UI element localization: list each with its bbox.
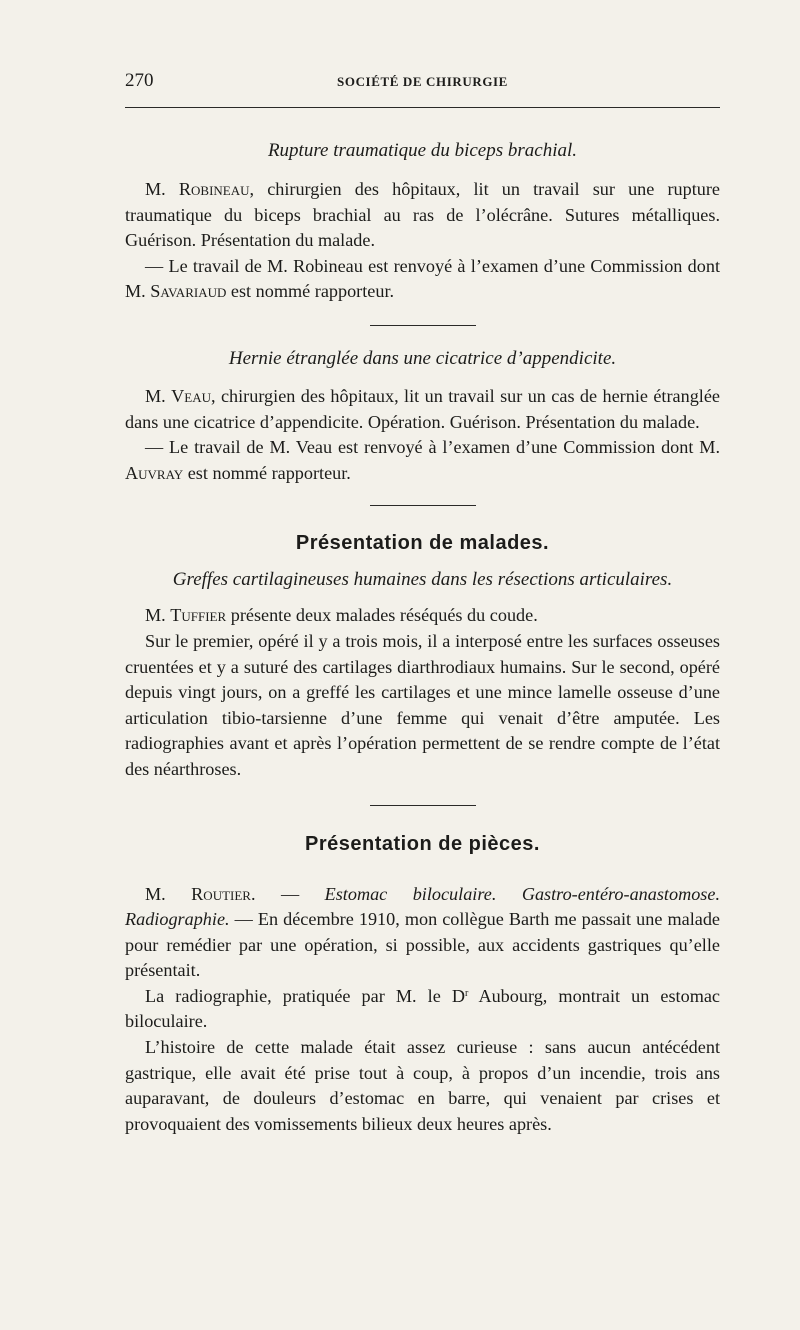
author-name: Tuffier [170, 605, 227, 626]
section-title-hernie: Hernie étranglée dans une cicatrice d’appendicite. [228, 347, 617, 369]
document-page [125, 70, 720, 1137]
paragraph-routier: M. Routier. — Estomac biloculaire. Gastro-entéro-anastomose. Radiographie. — En décembre 1910, mon collègue Barth me passait une malade pour remédier par une opération, si possible, aux accidents gastriques qu’elle présentait. [125, 883, 721, 981]
paragraph-histoire: L’histoire de cette malade était assez curieuse : sans aucun antécédent gastrique, elle avait été prise tout à coup, à propos d’un incendie, trois ans auparavant, de douleurs d’estomac en barre, qui venaient par crises et provoquaient des vomissements bilieux deux heures après. [125, 1037, 720, 1134]
author-name: Robineau [178, 179, 250, 199]
author-name: Routier [191, 883, 251, 904]
paragraph-veau-commission: — Le travail de M. Veau est renvoyé à l’examen d’une Commission dont M. Auvray est nommé rapporteur. [125, 437, 720, 483]
rapporteur-name: Auvray [125, 462, 184, 483]
paragraph-tuffier-details: Sur le premier, opéré il y a trois mois, il a interposé entre les surfaces osseuses cruentées et y a suturé des cartilages diarthrodiaux humains. Sur le second, opéré depuis vingt jours, on a greffé les cartilages et une mince lamelle osseuse d’une articulation tibio-tarsienne d’une femme qui venait d’être amputée. Les radiographies avant et après l’opération permettent de se rendre compte de l’état des néarthroses. [125, 630, 720, 779]
section-title-greffes: Greffes cartilagineuses humaines dans les résections articulaires. [172, 569, 673, 591]
author-name: Veau [171, 385, 211, 406]
paragraph-robineau: M. Robineau, chirurgien des hôpitaux, lit un travail sur une rupture traumatique du biceps brachial au ras de l’olécrâne. Sutures métalliques. Guérison. Présentation du malade. [125, 179, 720, 251]
page-header [125, 70, 720, 100]
paragraph-veau: M. Veau, chirurgien des hôpitaux, lit un travail sur un cas de hernie étranglée dans une cicatrice d’appendicite. Opération. Guérison. Présentation du malade. [125, 385, 721, 432]
heading-presentation-malades: Présentation de malades. [295, 532, 550, 555]
heading-presentation-pieces: Présentation de pièces. [305, 832, 540, 855]
rapporteur-name: Savariaud [150, 281, 227, 302]
header-rule [125, 107, 720, 108]
running-title: SOCIÉTÉ DE CHIRURGIE [337, 74, 508, 89]
paragraph-radiographie: La radiographie, pratiquée par M. le $D^r$ Aubourg, montrait un estomac biloculaire. [125, 985, 720, 1032]
page-number: 270 [125, 70, 154, 91]
separator-rule [370, 505, 476, 506]
separator-rule [370, 325, 476, 326]
case-title: Estomac biloculaire. Gastro-entéro-anastomose. Radiographie. [125, 883, 721, 930]
separator-rule [370, 805, 476, 806]
paragraph-robineau-commission: — Le travail de M. Robineau est renvoyé à l’examen d’une Commission dont M. Savariaud est nommé rapporteur. [125, 255, 720, 302]
section-title-rupture: Rupture traumatique du biceps brachial. [267, 140, 578, 161]
paragraph-tuffier: M. Tuffier présente deux malades réséqués du coude. [145, 605, 538, 626]
